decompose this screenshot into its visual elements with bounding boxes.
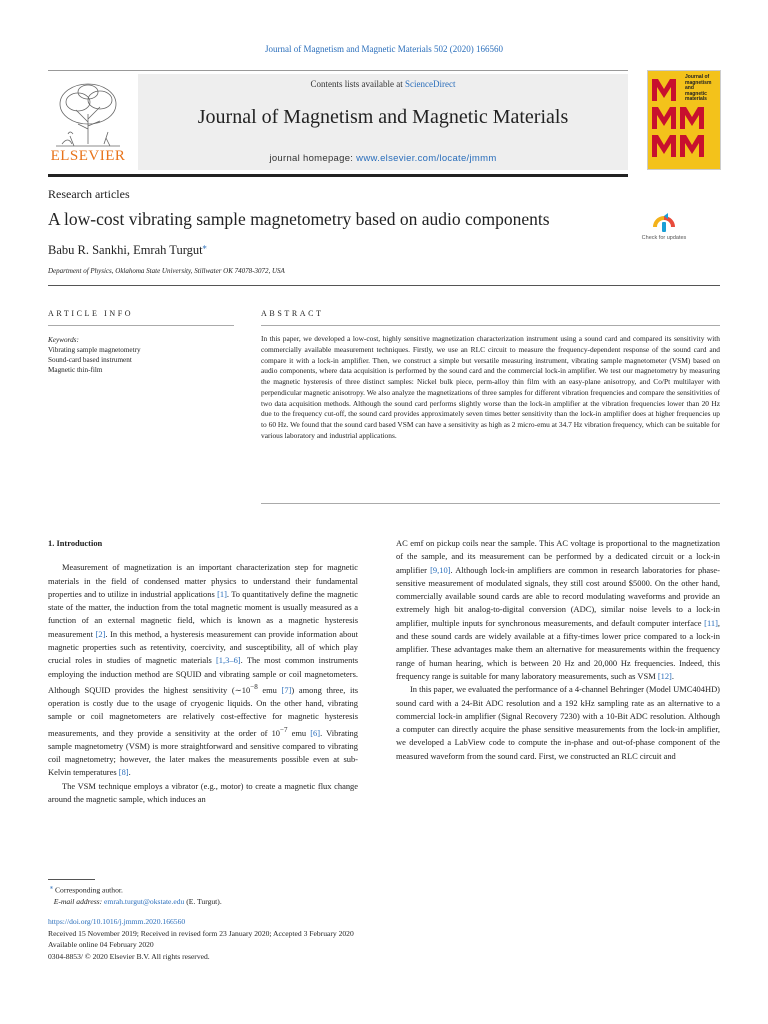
copyright: 0304-8853/ © 2020 Elsevier B.V. All rights reserved. [48, 951, 210, 961]
body-text: . The most common instruments employing the induction method are SQUID and vibrating sample or coil magnetometers. Although SQUID provides the highest sensitivity (∼10 [48, 655, 358, 695]
journal-homepage [138, 153, 628, 164]
body-column-left [48, 537, 358, 806]
article-info-heading: ARTICLE INFO [48, 309, 134, 318]
sciencedirect-link[interactable]: ScienceDirect [405, 79, 456, 89]
article-info-rule [48, 325, 234, 326]
available-online: Available online 04 February 2020 [48, 940, 154, 949]
reference-link[interactable]: [12] [657, 670, 672, 681]
reference-link[interactable]: [2] [95, 628, 106, 639]
abstract-end-rule [261, 503, 720, 504]
body-text: Measurement of magnetization is an important characterization step for magnetic materials in the field of condensed matter physics to understand their fundamental properties and to utilize in industrial applications [48, 562, 358, 599]
footnote-rule [48, 879, 95, 880]
reference-link[interactable]: [9,10] [430, 564, 451, 575]
journal-name: Journal of Magnetism and Magnetic Materials [197, 106, 569, 128]
reference-link[interactable]: [1,3–6] [216, 655, 241, 666]
check-for-updates-icon[interactable] [646, 213, 682, 249]
email-label: E-mail address: [53, 896, 105, 906]
author-list [48, 242, 207, 258]
article-title: A low-cost vibrating sample magnetometry based on audio components [48, 209, 550, 229]
elsevier-wordmark: ELSEVIER [50, 148, 126, 164]
abstract-rule [261, 325, 720, 326]
homepage-link[interactable]: www.elsevier.com/locate/jmmm [356, 153, 497, 164]
body-text: . Although lock-in amplifiers are common in research laboratories for phase-sensitive measurement of modulated signals, they still cost around $5000. On the other hand, commercially available sound cards are able to record modulating waveforms and provide an extremely high bit analog-to-digital conversion (ADC), similar noise levels to a lock-in amplifier, multiple inputs for synchronous measurements, and default computer interface [396, 564, 720, 628]
affiliation-rule [48, 285, 720, 286]
keyword-item: Vibrating sample magnetometry [48, 346, 141, 354]
body-text: . [671, 670, 674, 681]
email-line [48, 896, 222, 907]
keywords-label: Keywords: [48, 336, 79, 344]
body-text: emu [257, 684, 282, 695]
corresponding-mark: ⁎ [49, 884, 54, 891]
body-text: emu [287, 727, 311, 738]
reference-link[interactable]: [11] [704, 617, 718, 628]
email-suffix: (E. Turgut). [184, 896, 222, 906]
doi-link[interactable]: https://doi.org/10.1016/j.jmmm.2020.166560 [48, 917, 186, 926]
body-text: . [128, 767, 131, 778]
body-paragraph: The VSM technique employs a vibrator (e.g., motor) to create a magnetic flux change around the magnetic sample, which induces an [48, 780, 358, 804]
body-column-right [396, 537, 720, 763]
body-text: ) among three, its operation is costly due to the usage of cryogenic liquids. On the other hand, vibrating sample or coil magnetometers are relatively cost-effective for magnetic hysteresis measurements, and they provide a sensitivity at the order of 10 [48, 684, 359, 738]
section-heading: 1. Introduction [48, 538, 103, 548]
body-paragraph [396, 537, 720, 683]
check-for-updates-label[interactable]: Check for updates [641, 235, 687, 241]
cover-title: Journal of magnetism and magnetic materials [685, 74, 712, 102]
header-rule-bottom [48, 174, 628, 177]
reference-link[interactable]: [6] [310, 727, 321, 738]
keywords-block [48, 335, 234, 375]
body-paragraph: In this paper, we evaluated the performance of a 4-channel Behringer (Model UMC404HD) sound card with a 24-Bit ADC resolution and a 192 kHz sampling rate as an alternative to a commercial lock-in amplifier (Signal Recovery 7230) with a 10-Bit ADC resolution. Although a computer can directly acquire the phase sensitive measurements from the lock-in amplifier, we developed a LabView code to compute the in-phase and out-of-phase component of the measured waveform from the sound card. First, we constructed an RLC circuit and [396, 684, 720, 761]
body-text: . Vibrating sample magnetometry (VSM) is more straightforward and sensitive compared to vibrating coil magnetometry; however, the later makes the measurements possible even at sub-Kelvin temperatures [48, 727, 358, 778]
corresponding-author-mark[interactable]: ⁎ [202, 242, 207, 251]
journal-citation[interactable]: Journal of Magnetism and Magnetic Materials 502 (2020) 166560 [265, 44, 503, 54]
contents-prefix: Contents lists available at [310, 79, 405, 89]
corresponding-text: Corresponding author. [53, 885, 123, 895]
section-type: Research articles [48, 187, 130, 201]
authors-names: Babu R. Sankhi, Emrah Turgut [48, 243, 203, 258]
keyword-item: Sound-card based instrument [48, 356, 132, 364]
body-paragraph [48, 561, 358, 779]
homepage-prefix: journal homepage: [269, 153, 357, 164]
body-text: . In this method, a hysteresis measurement can provide information about magnetic properties such as retentivity, coercivity, and susceptibility, all of which play crucial roles in studies of magnetic materials [48, 628, 358, 666]
reference-link[interactable]: [7] [281, 684, 292, 695]
footnote [48, 882, 222, 907]
reference-link[interactable]: [1] [217, 588, 227, 599]
abstract-text: In this paper, we developed a low-cost, highly sensitive magnetization characterization instrument using a sound card and compared its sensitivity with commercially available measurement techniques. Firstly, we use an RLC circuit to measure the frequency-dependent response of the sound card and compare it with a lock-in amplifier. Then, we construct a simple but versatile measuring instrument, vibrating sample magnetometer (VSM) based on audio components, where data acquisition is performed by the sound card and the commercial lock-in amplifier. We test our magnetometry by measuring the magnetic hysteresis of three distinct samples: Nickel bulk piece, perm-alloy thin film with an easy-plane anisotropy, and Co/Pt multilayer with perpendicular magnetic anisotropy. We also analyze the magnetizations of three samples for different vibration frequencies and compare the sensitivities of two data acquisition methods. Although the sound card performs slightly worse than the lock-in amplifier at the vibration frequencies lower than 20 Hz due to the frequency cut-off, the sound card provides approximately seven times better sensitivity than the lock-in amplifier does at higher frequencies up to 60 Hz. We found that the sound card based VSM can have a sensitivity as high as 2 micro-emu at 34.7 Hz vibration frequency, which can be suitable for various laboratory and industrial applications. [261, 334, 720, 440]
body-text: , and these sound cards are widely available at a fifty-times lower price compared to a lock-in amplifier. These advantages make them an alternative for measurements within the frequency range of human hearing, which is between 20 Hz and 20,000 Hz frequencies. Indeed, this frequency range is suitable for many laboratory measurements, such as VSM [396, 617, 720, 681]
keyword-item: Magnetic thin-film [48, 366, 103, 374]
email-link[interactable]: emrah.turgut@okstate.edu [104, 896, 185, 906]
body-text: AC emf on pickup coils near the sample. This AC voltage is proportional to the magnetization of the sample, and its measurement can be performed by a dedicated circuit or a lock-in amplifier [396, 538, 720, 575]
header-rule-top [48, 70, 628, 71]
publication-info [48, 916, 354, 962]
journal-cover-thumbnail[interactable] [647, 70, 721, 170]
corresponding-author-note [48, 882, 222, 896]
affiliation: Department of Physics, Oklahoma State University, Stillwater OK 74078-3072, USA [48, 267, 285, 275]
contents-line [138, 79, 628, 89]
abstract-heading: ABSTRACT [261, 309, 324, 318]
received-dates: Received 15 November 2019; Received in revised form 23 January 2020; Accepted 3 February 2020 [48, 928, 354, 938]
exponent: −7 [280, 725, 288, 734]
exponent: −8 [250, 682, 258, 691]
body-text: . To quantitatively define the magnetic state of the matter, the induction from the total magnetic moment is usually measured as a function of an external magnetic field, which is known as a magnetic hysteresis measurement [48, 588, 358, 639]
reference-link[interactable]: [8] [118, 767, 129, 778]
